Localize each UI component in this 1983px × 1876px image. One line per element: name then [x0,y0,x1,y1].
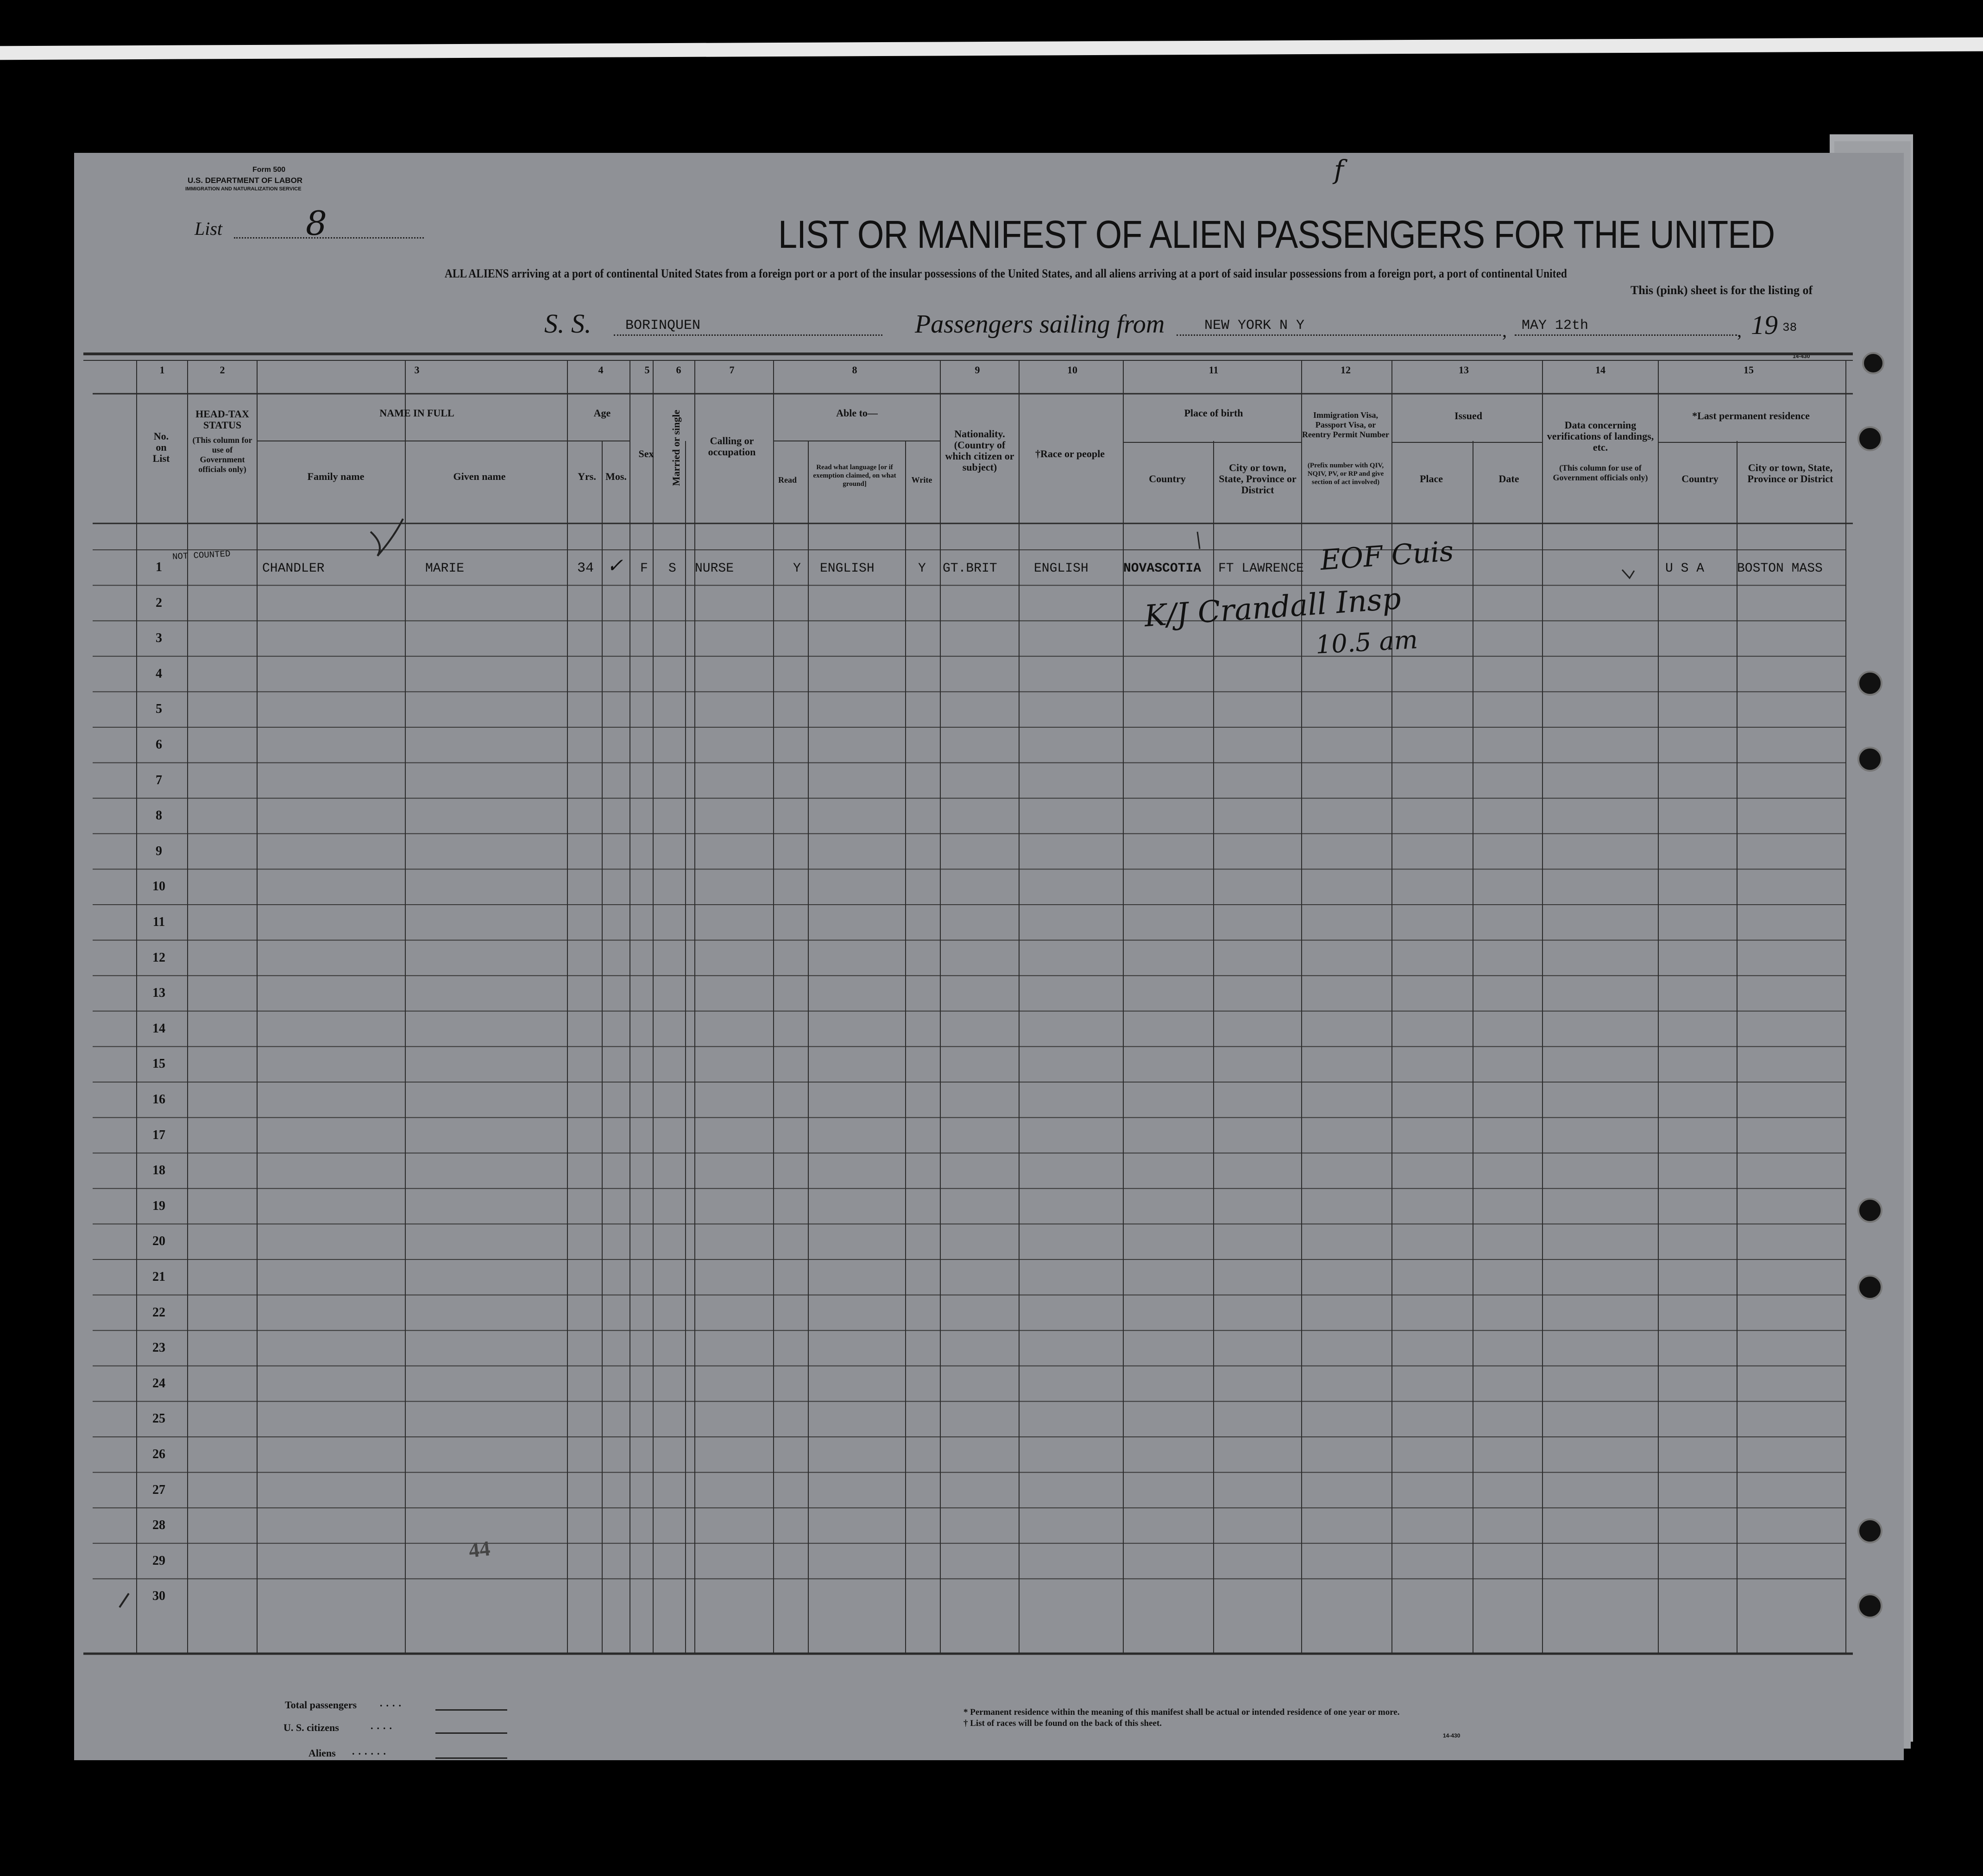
punch-hole [1857,1593,1882,1618]
ss-label: S. S. [544,308,592,339]
dots: ...... [352,1745,390,1757]
col-number: 5 [644,364,650,376]
handwritten-note-1: EOF Cuis [1319,535,1455,577]
row-number: 3 [156,631,162,646]
corner-code: 14-430 [1793,353,1810,359]
citizens-line [435,1732,507,1734]
col-number: 3 [414,364,420,376]
can-write: Y [918,561,926,576]
top-mark: f [1334,155,1344,185]
comma-2: , [1737,320,1742,341]
punch-hole [1857,1198,1882,1223]
header-birth-city: City or town, State, Province or District [1219,462,1297,496]
row-number: 24 [152,1376,165,1391]
row-number: 16 [152,1092,165,1107]
punch-hole [1857,671,1882,696]
header-read-language: Read what language [or if exemption claimed, on what ground] [813,464,896,488]
header-issued-date: Date [1498,473,1519,485]
header-read: Read [778,475,797,485]
footnote-residence: * Permanent residence within the meaning of this manifest shall be actual or intended residence of one year or more. [963,1707,1400,1717]
year-prefix: 19 [1751,310,1778,340]
punch-hole [1857,1275,1882,1300]
age-years: 34 [577,560,594,576]
col-number: 9 [975,364,980,376]
handwritten-inspector-signature: K/J Crandall Insp [1143,581,1402,634]
head-tax-status: NOT COUNTED [172,548,231,562]
family-name: CHANDLER [262,561,325,576]
row-number: 19 [152,1198,165,1213]
header-name-in-full: NAME IN FULL [379,407,454,419]
row-number: 11 [152,915,165,929]
footnote-races: † List of races will be found on the back of this sheet. [963,1719,1162,1728]
row-number: 6 [156,737,162,752]
row-number: 29 [152,1553,165,1568]
row-number: 26 [152,1447,165,1461]
header-visa-note: (Prefix number with QIV, NQIV, PV, or RP and give section of act involved) [1307,462,1384,486]
marital-status: S [668,561,676,576]
col-number: 1 [159,364,165,376]
col-number: 13 [1459,364,1469,376]
read-language: ENGLISH [820,561,875,576]
row-number: 21 [152,1270,165,1284]
given-name: MARIE [425,561,465,576]
header-birth-country: Country [1149,473,1186,485]
can-read: Y [793,561,801,576]
header-nationality: Nationality. (Country of which citizen or subject) [945,428,1014,473]
punch-hole [1857,1518,1882,1543]
header-place-of-birth: Place of birth [1184,407,1243,419]
dots: .... [371,1720,396,1731]
header-yrs: Yrs. [578,471,596,482]
sex: F [640,561,648,576]
header-visa: Immigration Visa, Passport Visa, or Reentry Permit Number [1302,410,1389,439]
header-race: †Race or people [1035,448,1105,460]
punch-hole [1862,352,1884,374]
col-number: 10 [1067,364,1077,376]
col-number: 2 [220,364,225,376]
row-number: 10 [152,879,165,894]
aliens-label: Aliens [308,1747,336,1759]
row-number: 13 [152,986,165,1001]
row-number: 28 [152,1518,165,1533]
total-line [435,1709,507,1711]
sailing-date: MAY 12th [1522,318,1589,334]
age-months-check: ✓ [607,554,623,577]
header-res-country: Country [1681,473,1719,485]
row-number: 9 [156,844,162,858]
comma-1: , [1502,320,1507,341]
header-last-residence: *Last permanent residence [1692,410,1810,422]
port-name: NEW YORK N Y [1204,318,1305,334]
header-data-concerning: Data concerning verifications of landings, etc. [1547,419,1654,453]
header-issued: Issued [1454,410,1482,422]
header-issued-place: Place [1419,473,1443,485]
row-number: 18 [152,1163,165,1178]
row-number: 27 [152,1482,165,1497]
row-number: 8 [156,808,162,823]
col-number: 7 [729,364,735,376]
race: ENGLISH [1034,561,1089,576]
row-number: 25 [152,1411,165,1426]
row-number: 17 [152,1127,165,1142]
header-family-name: Family name [307,471,365,482]
handwritten-time: 10.5 am [1315,625,1419,660]
col-number: 15 [1744,364,1754,376]
header-write: Write [911,475,932,485]
ship-name: BORINQUEN [625,318,701,334]
punch-hole [1857,426,1882,451]
row-number: 1 [156,560,162,574]
header-given-name: Given name [453,471,506,482]
header-head-tax-note: (This column for use of Government officials only) [192,435,252,474]
col-number: 8 [852,364,857,376]
occupation: NURSE [695,561,734,576]
header-calling: Calling or occupation [708,435,756,458]
department-name: U.S. DEPARTMENT OF LABOR [188,176,303,185]
nationality: GT.BRIT [943,561,997,576]
row-number: 23 [152,1341,165,1355]
col-number: 4 [598,364,604,376]
row-number: 22 [152,1305,165,1320]
row-number: 12 [152,950,165,965]
col-number: 14 [1595,364,1605,376]
header-mos: Mos. [605,471,627,482]
header-data-note: (This column for use of Government officials only) [1553,463,1648,482]
list-number: 8 [306,204,327,243]
row-number: 7 [156,773,162,787]
subtitle-line2: This (pink) sheet is for the listing of [1630,283,1813,297]
dots: .... [380,1697,405,1709]
header-no-on-list: No. on List [152,430,170,464]
header-able-to: Able to— [836,407,878,419]
subtitle-line1: ALL ALIENS arriving at a port of continental United States from a foreign port or a port of the insular possessions of the United States, and all aliens arriving at a port of said insular possessions from a foreign port, a port of continental United [445,267,1567,280]
col-number: 6 [676,364,681,376]
form-number: Form 500 [252,166,286,174]
year-suffix: 38 [1782,321,1797,334]
aliens-line [435,1757,507,1759]
row-number: 14 [152,1021,165,1036]
header-res-city: City or town, State, Province or District [1747,462,1833,485]
us-citizens-label: U. S. citizens [283,1722,339,1733]
header-sex: Sex [638,448,654,460]
col-number: 12 [1341,364,1351,376]
header-married: Married or single [670,409,682,486]
header-age: Age [593,407,611,419]
header-head-tax: HEAD-TAX STATUS [195,408,249,431]
total-passengers-label: Total passengers [285,1699,357,1711]
list-label: List [195,218,223,239]
sailing-label: Passengers sailing from [915,310,1165,339]
birth-country: NOVASCOTIA [1123,561,1202,576]
row-number: 20 [152,1234,165,1249]
punch-hole [1857,747,1882,772]
col-number: 11 [1209,364,1219,376]
row-number: 5 [156,702,162,717]
row-number: 15 [152,1057,165,1071]
row-number: 4 [156,666,162,681]
birth-city: FT LAWRENCE [1218,561,1304,576]
residence-country: U S A [1665,561,1705,576]
page-title: LIST OR MANIFEST OF ALIEN PASSENGERS FOR THE UNITED [778,213,1775,256]
stamp-number: 44 [467,1536,491,1562]
footer-code: 14-430 [1443,1732,1460,1739]
service-name: IMMIGRATION AND NATURALIZATION SERVICE [185,186,302,192]
row-number: 2 [156,595,162,610]
residence-city: BOSTON MASS [1737,561,1823,576]
row-number: 30 [152,1589,165,1604]
